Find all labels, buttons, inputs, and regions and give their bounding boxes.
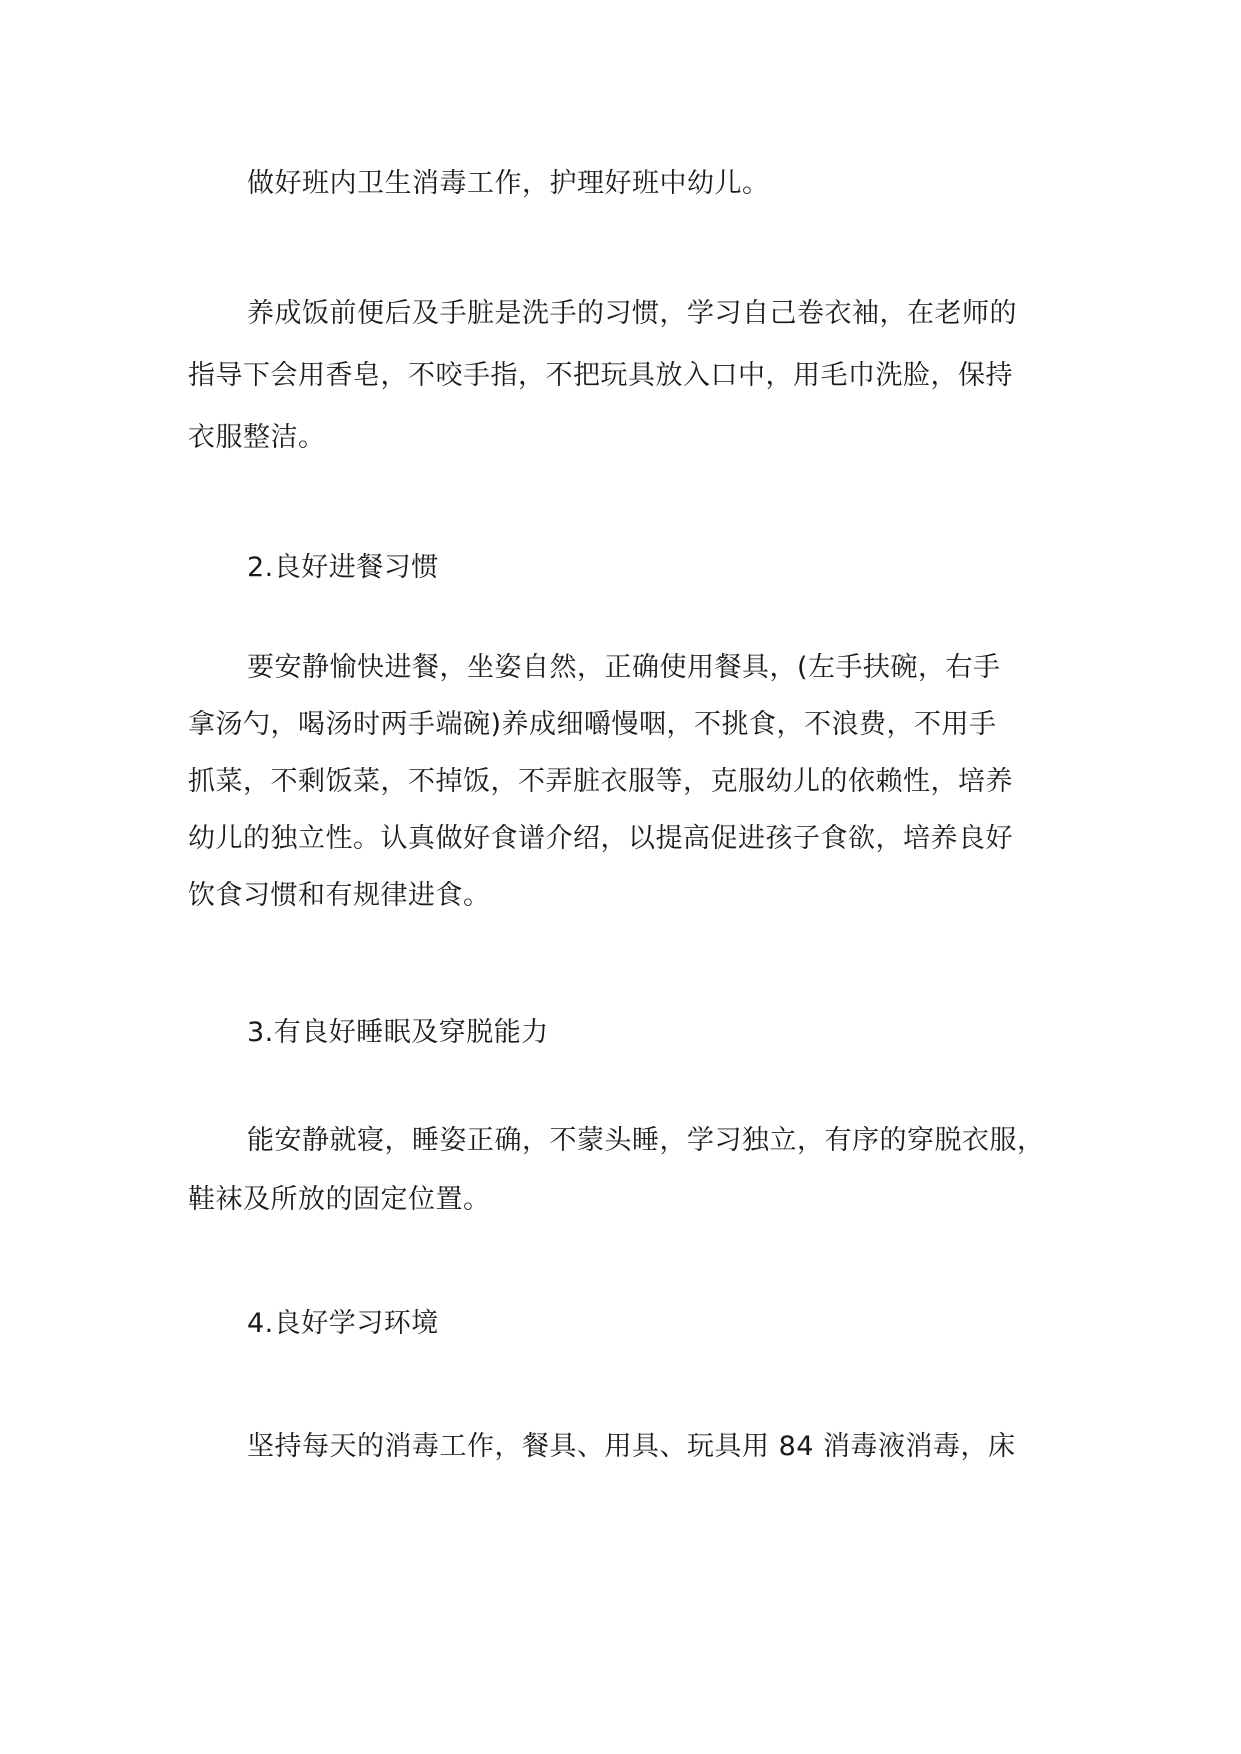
paragraph-eating-line-3: 抓菜，不剩饭菜，不掉饭，不弄脏衣服等，克服幼儿的依赖性，培养 (188, 766, 1013, 797)
paragraph-eating-line-4: 幼儿的独立性。认真做好食谱介绍，以提高促进孩子食欲，培养良好 (188, 823, 1013, 854)
paragraph-handwashing-line-1: 养成饭前便后及手脏是洗手的习惯，学习自己卷衣袖，在老师的 (247, 298, 1017, 329)
paragraph-hygiene-line-1: 做好班内卫生消毒工作，护理好班中幼儿。 (247, 168, 770, 199)
paragraph-sleep-line-2: 鞋袜及所放的固定位置。 (188, 1184, 491, 1215)
paragraph-eating-line-2: 拿汤勺，喝汤时两手端碗)养成细嚼慢咽，不挑食，不浪费，不用手 (188, 709, 997, 740)
paragraph-disinfection-line-1: 坚持每天的消毒工作，餐具、用具、玩具用 84 消毒液消毒，床 (247, 1431, 1016, 1462)
paragraph-handwashing-line-3: 衣服整洁。 (188, 422, 326, 453)
paragraph-handwashing-line-2: 指导下会用香皂，不咬手指，不把玩具放入口中，用毛巾洗脸，保持 (188, 360, 1013, 391)
paragraph-eating-line-5: 饮食习惯和有规律进食。 (188, 880, 491, 911)
section-heading-sleep: 3.有良好睡眠及穿脱能力 (247, 1017, 549, 1048)
section-heading-eating-habits: 2.良好进餐习惯 (247, 552, 439, 583)
section-heading-learning-environment: 4.良好学习环境 (247, 1308, 439, 1339)
paragraph-sleep-line-1: 能安静就寝，睡姿正确，不蒙头睡，学习独立，有序的穿脱衣服， (247, 1125, 1045, 1156)
paragraph-eating-line-1: 要安静愉快进餐，坐姿自然，正确使用餐具，(左手扶碗，右手 (247, 652, 1001, 683)
